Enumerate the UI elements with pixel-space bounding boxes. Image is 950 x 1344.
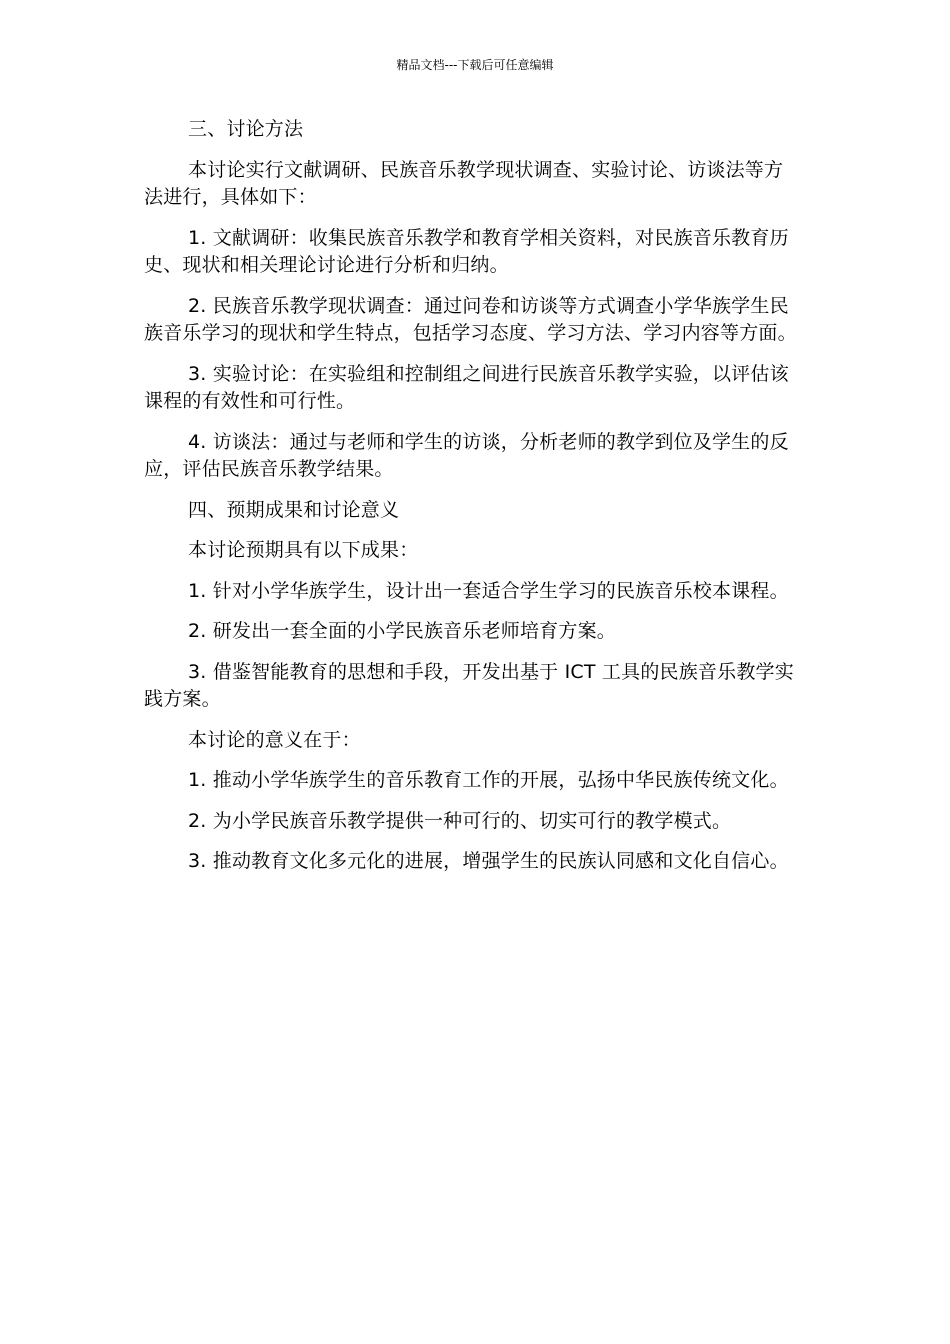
list-item: 2. 研发出一套全面的小学民族音乐老师培育方案。 <box>188 620 616 642</box>
list-item: 3. 实验讨论：在实验组和控制组之间进行民族音乐教学实验，以评估该课程的有效性和可行性。 <box>144 362 789 412</box>
list-item: 2. 民族音乐教学现状调查：通过问卷和访谈等方式调查小学华族学生民族音乐学习的现状和学生特点，包括学习态度、学习方法、学习内容等方面。 <box>144 294 797 344</box>
list-item: 3. 借鉴智能教育的思想和手段，开发出基于 ICT 工具的民族音乐教学实践方案。 <box>144 660 794 710</box>
list-item: 1. 文献调研：收集民族音乐教学和教育学相关资料，对民族音乐教育历史、现状和相关理论讨论进行分析和归纳。 <box>144 226 789 276</box>
document-body <box>144 116 800 889</box>
list-item: 4. 访谈法：通过与老师和学生的访谈，分析老师的教学到位及学生的反应，评估民族音乐教学结果。 <box>144 430 789 480</box>
list-item: 3. 推动教育文化多元化的进展，增强学生的民族认同感和文化自信心。 <box>188 850 789 872</box>
list-item: 2. 为小学民族音乐教学提供一种可行的、切实可行的教学模式。 <box>188 809 732 832</box>
list-item: 1. 推动小学华族学生的音乐教育工作的开展，弘扬中华民族传统文化。 <box>188 769 789 791</box>
section-heading-outcomes: 四、预期成果和讨论意义 <box>188 498 400 521</box>
paragraph: 本讨论实行文献调研、民族音乐教学现状调查、实验讨论、访谈法等方法进行，具体如下： <box>144 158 784 208</box>
section-heading-methods: 三、讨论方法 <box>188 118 304 140</box>
paragraph: 本讨论预期具有以下成果： <box>188 539 419 561</box>
list-item: 1. 针对小学华族学生，设计出一套适合学生学习的民族音乐校本课程。 <box>188 579 789 602</box>
page-header: 精品文档---下载后可任意编辑 <box>396 58 554 72</box>
paragraph: 本讨论的意义在于： <box>188 728 361 751</box>
